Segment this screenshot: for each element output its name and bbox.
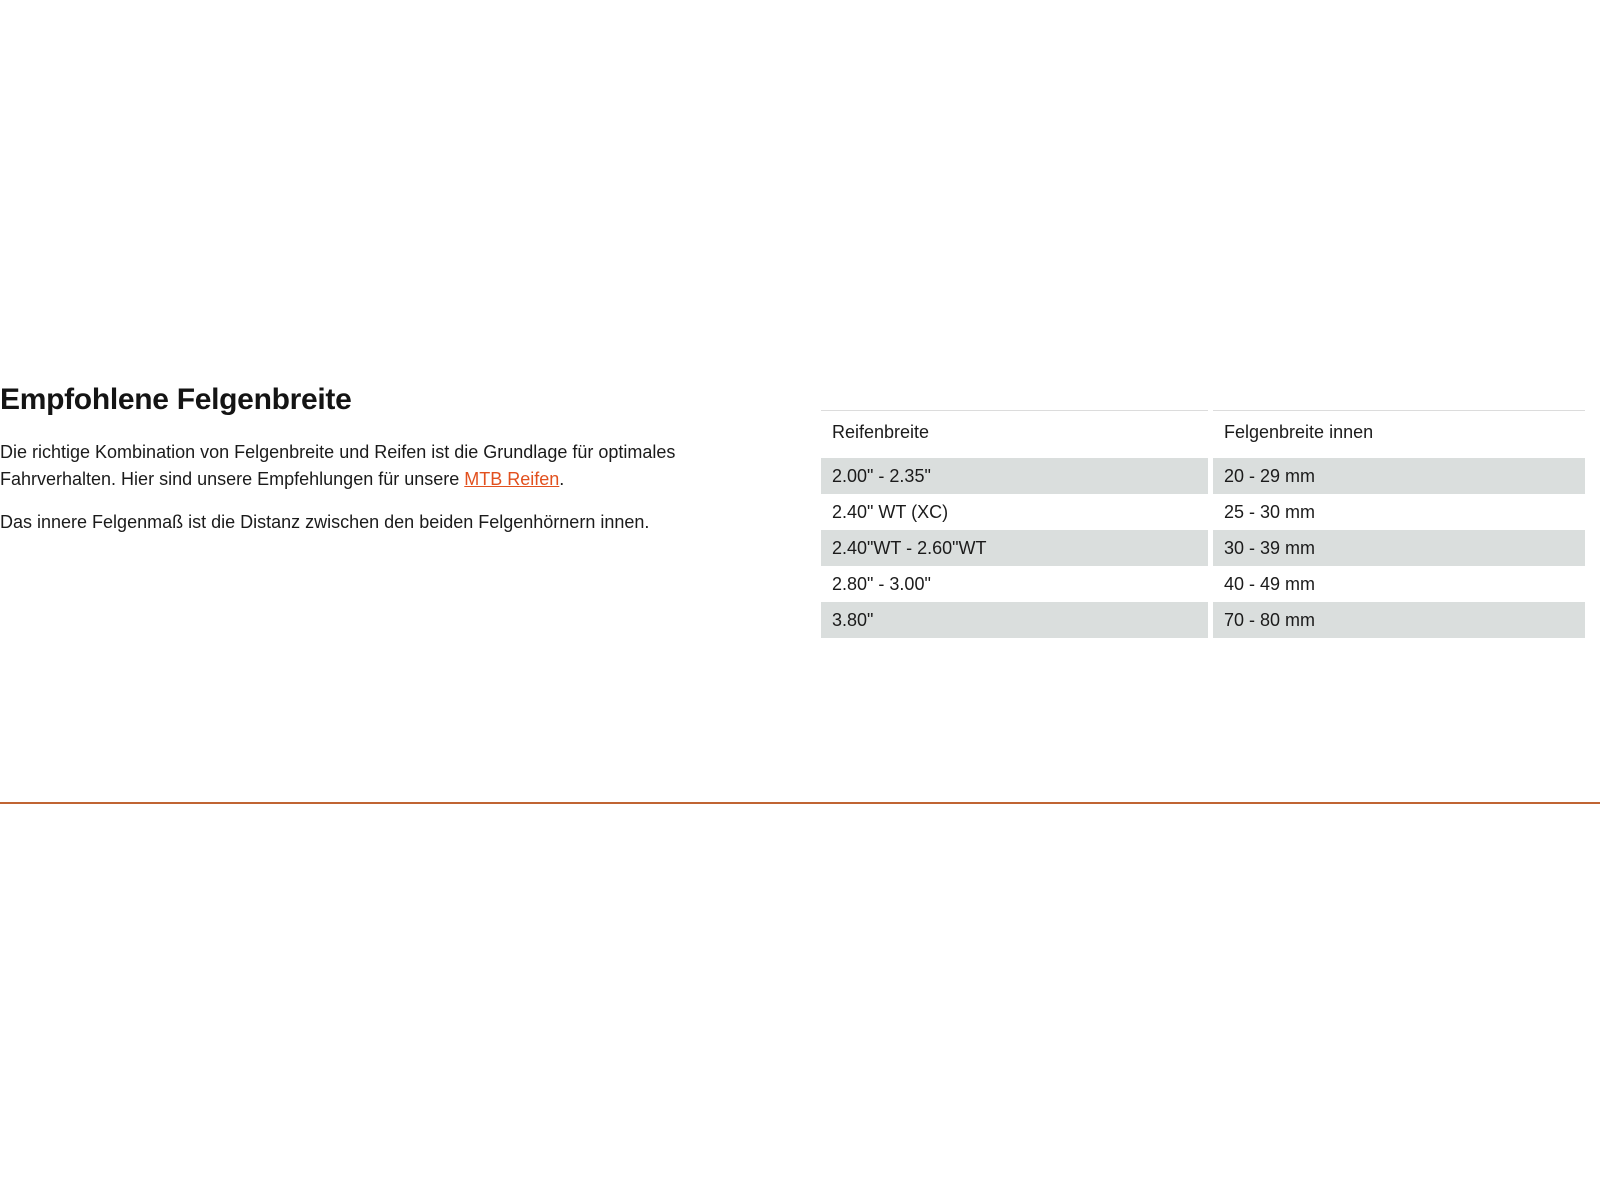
note-paragraph: Das innere Felgenmaß ist die Distanz zwischen den beiden Felgenhörnern innen. bbox=[0, 512, 650, 532]
rim-width-table bbox=[821, 410, 1585, 638]
mtb-tires-link[interactable]: MTB Reifen bbox=[464, 469, 560, 489]
table-cell-rim-width: 25 - 30 mm bbox=[1213, 494, 1585, 530]
intro-text-after-link: . bbox=[559, 469, 565, 489]
intro-paragraph bbox=[0, 439, 745, 493]
table-cell-rim-width: 70 - 80 mm bbox=[1213, 602, 1585, 638]
table-cell-tire-width: 2.40"WT - 2.60"WT bbox=[821, 530, 1208, 566]
table-cell-tire-width: 2.00" - 2.35" bbox=[821, 458, 1208, 494]
column-header-tire-width: Reifenbreite bbox=[821, 410, 1208, 458]
table-cell-rim-width: 40 - 49 mm bbox=[1213, 566, 1585, 602]
table-cell-tire-width: 2.40" WT (XC) bbox=[821, 494, 1208, 530]
column-header-rim-width-inner: Felgenbreite innen bbox=[1213, 410, 1585, 458]
table-cell-tire-width: 3.80" bbox=[821, 602, 1208, 638]
intro-text-before-link: Die richtige Kombination von Felgenbreite und Reifen ist die Grundlage für optimales Fahrverhalten. Hier sind unsere Empfehlungen für unsere bbox=[0, 442, 676, 489]
text-column bbox=[0, 381, 745, 536]
table-column bbox=[821, 410, 1585, 638]
rim-width-section bbox=[0, 381, 1600, 638]
section-heading: Empfohlene Felgenbreite bbox=[0, 383, 352, 416]
table-cell-rim-width: 30 - 39 mm bbox=[1213, 530, 1585, 566]
table-cell-tire-width: 2.80" - 3.00" bbox=[821, 566, 1208, 602]
section-divider bbox=[0, 802, 1600, 804]
table-cell-rim-width: 20 - 29 mm bbox=[1213, 458, 1585, 494]
